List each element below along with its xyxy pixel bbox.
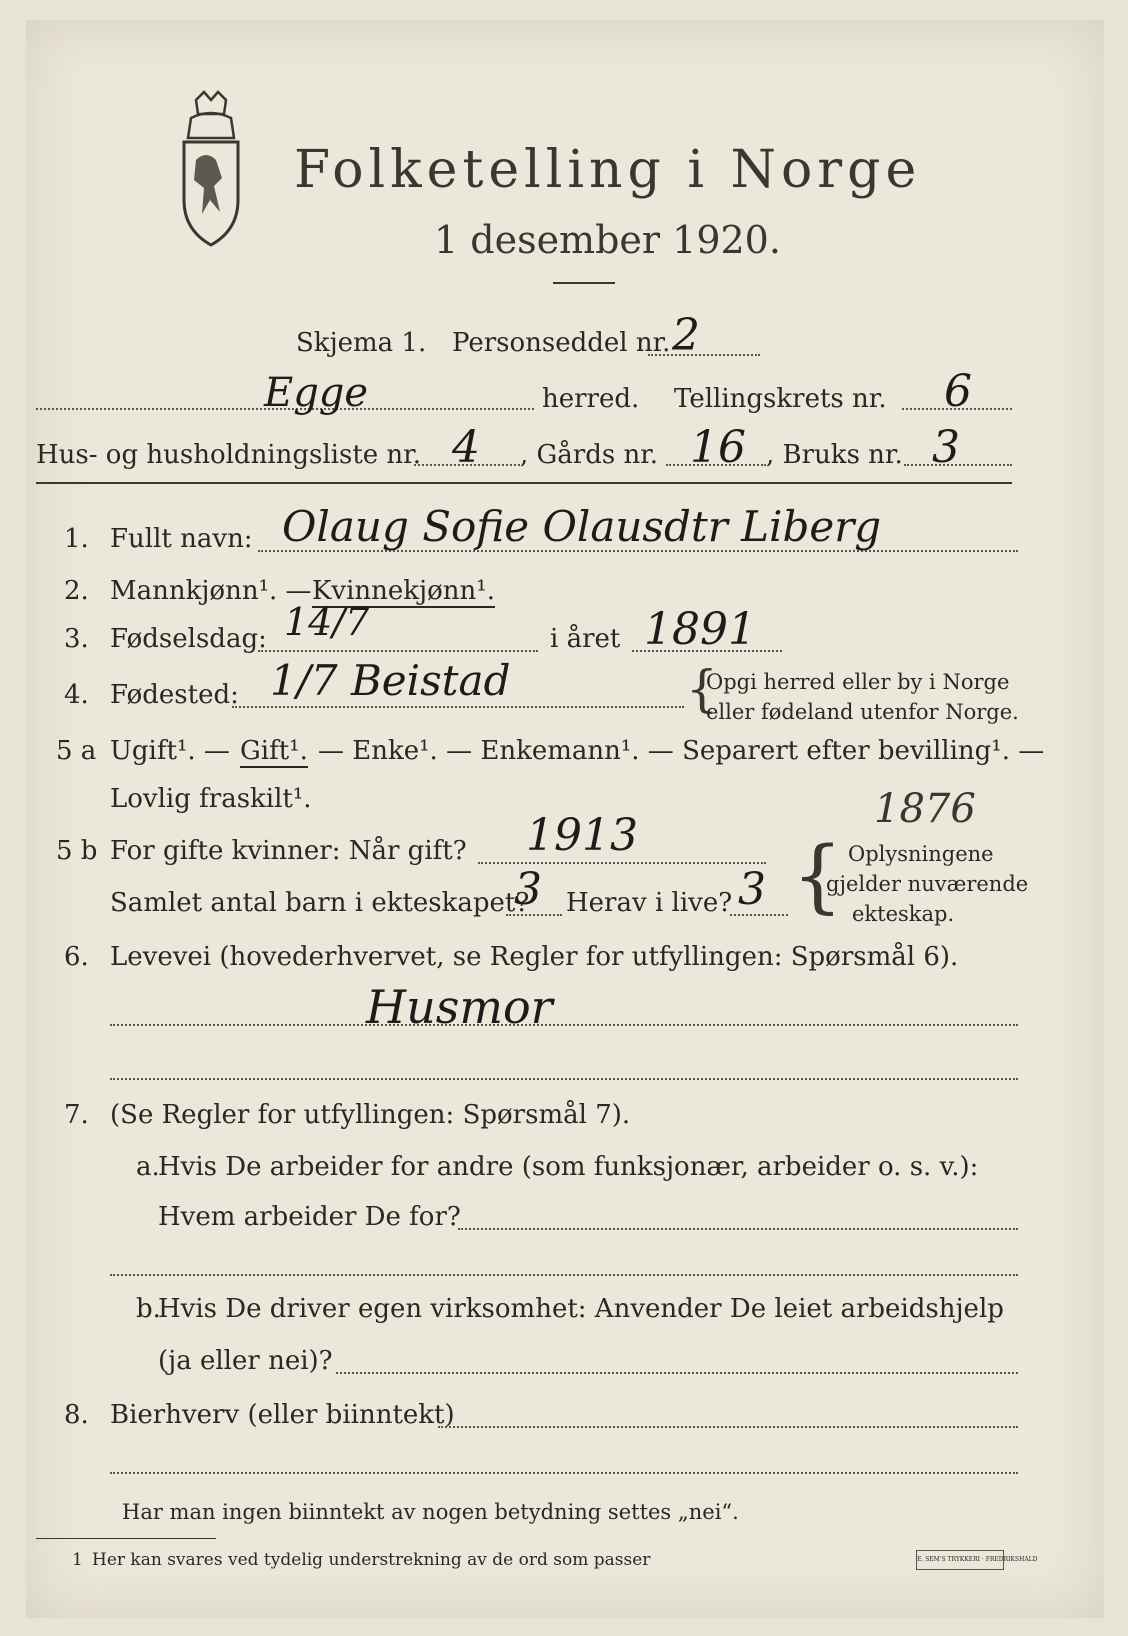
q5b-number: 5 b bbox=[56, 836, 98, 866]
q4-value: 1/7 Beistad bbox=[270, 656, 511, 705]
gards-label: , Gårds nr. bbox=[520, 440, 659, 470]
q7b-line1: Hvis De driver egen virksomhet: Anvender De leiet arbeidshjelp bbox=[158, 1294, 1004, 1324]
q2-mann: Mannkjønn¹. — bbox=[110, 576, 312, 606]
q4-number: 4. bbox=[64, 680, 89, 710]
coat-of-arms-icon bbox=[166, 90, 256, 250]
bruks-label: , Bruks nr. bbox=[766, 440, 903, 470]
q7a-field-1 bbox=[458, 1228, 1018, 1230]
q4-note-2: eller fødeland utenfor Norge. bbox=[706, 700, 1019, 724]
q3-value: 14/7 bbox=[284, 600, 370, 644]
q5b-live-value: 3 bbox=[738, 864, 766, 915]
gards-value: 16 bbox=[690, 422, 746, 473]
q5b-note-1: Oplysningene bbox=[848, 842, 994, 866]
hus-label: Hus- og husholdningsliste nr. bbox=[36, 440, 422, 470]
q5b-value: 1913 bbox=[526, 810, 638, 861]
q7a-number: a. bbox=[136, 1152, 160, 1182]
q6-field-2 bbox=[110, 1078, 1018, 1080]
q3-number: 3. bbox=[64, 624, 89, 654]
q4-note-1: Opgi herred eller by i Norge bbox=[706, 670, 1010, 694]
hus-value: 4 bbox=[452, 422, 480, 473]
herred-value: Egge bbox=[264, 370, 369, 416]
header-divider bbox=[36, 482, 1012, 484]
q5b-note-3: ekteskap. bbox=[852, 902, 955, 926]
q3-year-value: 1891 bbox=[644, 604, 756, 655]
q5b-note-2: gjelder nuværende bbox=[826, 872, 1029, 896]
skjema-label: Skjema 1. bbox=[296, 328, 427, 358]
q5a-ugift: Ugift¹. — bbox=[110, 736, 230, 766]
tellingskrets-value: 6 bbox=[944, 366, 972, 417]
q1-label: Fullt navn: bbox=[110, 524, 253, 554]
q8-note: Har man ingen biinntekt av nogen betydning settes „nei“. bbox=[122, 1500, 739, 1524]
q2-number: 2. bbox=[64, 576, 89, 606]
q7a-field-2 bbox=[110, 1274, 1018, 1276]
footnote-text: Her kan svares ved tydelig understrekning av de ord som passer bbox=[92, 1550, 651, 1570]
form-title: Folketelling i Norge bbox=[294, 140, 922, 200]
q5b-barn-value: 3 bbox=[514, 864, 542, 915]
personseddel-field bbox=[648, 354, 760, 356]
q5b-brace: { bbox=[792, 829, 843, 922]
q5a-gift: Gift¹. bbox=[240, 736, 308, 766]
q2-kvinne: Kvinnekjønn¹. bbox=[312, 576, 495, 606]
q5b-barn-label: Samlet antal barn i ekteskapet? bbox=[110, 888, 530, 918]
herred-label: herred. bbox=[542, 384, 640, 414]
q3-year-label: i året bbox=[550, 624, 621, 654]
q7-label: (Se Regler for utfyllingen: Spørsmål 7). bbox=[110, 1100, 631, 1130]
q1-value: Olaug Sofie Olausdtr Liberg bbox=[282, 502, 882, 551]
q5b-live-label: Herav i live? bbox=[566, 888, 733, 918]
q7a-line1: Hvis De arbeider for andre (som funksjonær, arbeider o. s. v.): bbox=[158, 1152, 979, 1182]
census-form bbox=[26, 20, 1104, 1618]
q6-number: 6. bbox=[64, 942, 89, 972]
q8-label: Bierhverv (eller biinntekt) bbox=[110, 1400, 455, 1430]
q6-value: Husmor bbox=[366, 980, 553, 1034]
title-divider bbox=[553, 282, 615, 284]
tellingskrets-label: Tellingskrets nr. bbox=[674, 384, 887, 414]
personseddel-value: 2 bbox=[672, 310, 700, 361]
footnote-divider bbox=[36, 1538, 216, 1539]
q5b-label: For gifte kvinner: Når gift? bbox=[110, 836, 467, 866]
personseddel-label: Personseddel nr. bbox=[452, 328, 671, 358]
q8-number: 8. bbox=[64, 1400, 89, 1430]
q5b-extra-note: 1876 bbox=[874, 786, 976, 832]
q5a-number: 5 a bbox=[56, 736, 97, 766]
q8-field-1 bbox=[438, 1426, 1018, 1428]
q1-number: 1. bbox=[64, 524, 89, 554]
q8-field-2 bbox=[110, 1472, 1018, 1474]
bruks-value: 3 bbox=[932, 422, 960, 473]
q4-brace: { bbox=[686, 660, 718, 718]
q4-field bbox=[232, 706, 684, 708]
form-date: 1 desember 1920. bbox=[434, 218, 781, 262]
q7b-number: b. bbox=[136, 1294, 161, 1324]
footnote-number: 1 bbox=[72, 1550, 83, 1570]
q6-label: Levevei (hovederhvervet, se Regler for utfyllingen: Spørsmål 6). bbox=[110, 942, 959, 972]
q4-label: Fødested: bbox=[110, 680, 239, 710]
q7b-line2: (ja eller nei)? bbox=[158, 1346, 333, 1376]
printer-stamp: E. SEM'S TRYKKERI · FREDRIKSHALD bbox=[916, 1550, 1004, 1570]
q7a-line2: Hvem arbeider De for? bbox=[158, 1202, 461, 1232]
q6-field-1 bbox=[110, 1024, 1018, 1026]
q7-number: 7. bbox=[64, 1100, 89, 1130]
q7b-field bbox=[336, 1372, 1018, 1374]
q5a-line2: Lovlig fraskilt¹. bbox=[110, 784, 312, 814]
q3-field bbox=[258, 650, 538, 652]
q3-label: Fødselsdag: bbox=[110, 624, 267, 654]
q5a-rest: — Enke¹. — Enkemann¹. — Separert efter bevilling¹. — bbox=[318, 736, 1045, 766]
